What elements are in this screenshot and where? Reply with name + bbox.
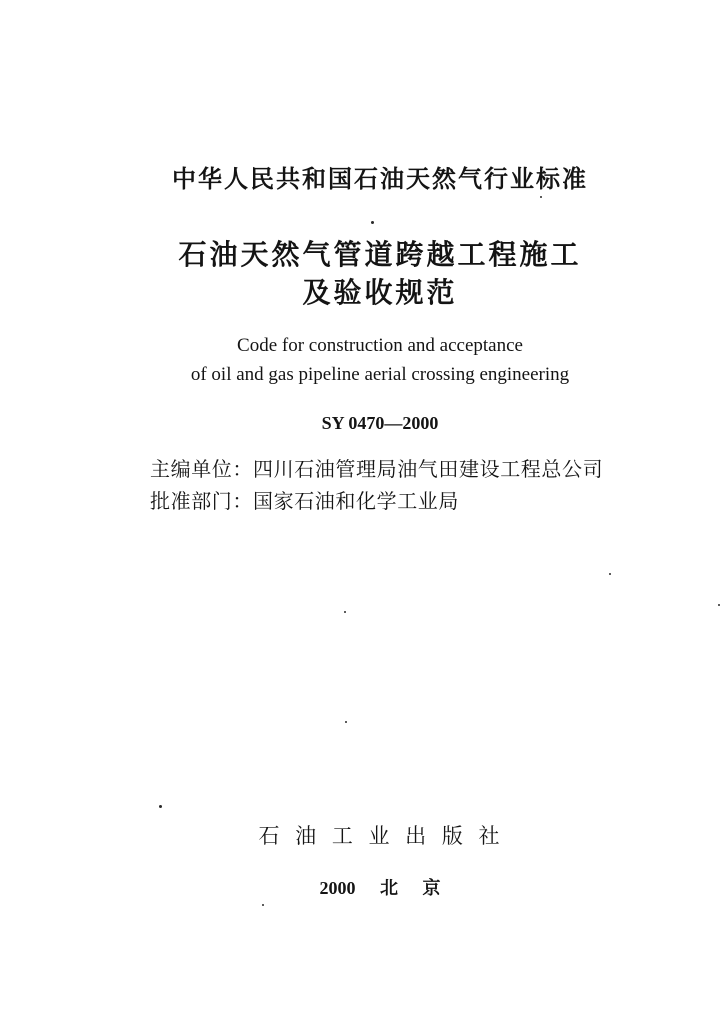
english-title-line-2: of oil and gas pipeline aerial crossing engineering (190, 364, 570, 385)
scan-speck (262, 904, 264, 906)
scan-speck (540, 196, 542, 198)
scan-speck (609, 573, 611, 575)
scan-speck (718, 604, 720, 606)
english-title-line-1: Code for construction and acceptance (237, 335, 523, 356)
standard-category-heading: 中华人民共和国石油天然气行业标准 (172, 165, 588, 193)
standard-number: SY 0470—2000 (321, 413, 439, 433)
scan-speck (371, 221, 374, 224)
approval-department-label: 批准部门： (150, 489, 253, 513)
document-title-line-2: 及验收规范 (302, 276, 458, 309)
document-title-line-1: 石油天然气管道跨越工程施工 (178, 238, 582, 271)
approval-department-value: 国家石油和化学工业局 (253, 489, 459, 513)
editor-unit-line (150, 456, 603, 482)
editor-unit-label: 主编单位： (150, 457, 253, 481)
editor-unit-value: 四川石油管理局油气田建设工程总公司 (253, 457, 604, 481)
scan-speck (344, 611, 346, 613)
publication-year-place: 2000 北 京 (319, 878, 441, 898)
scan-speck (159, 805, 162, 808)
publisher-name: 石 油 工 业 出 版 社 (258, 824, 502, 848)
approval-department-line (150, 488, 459, 514)
scan-speck (345, 721, 347, 723)
